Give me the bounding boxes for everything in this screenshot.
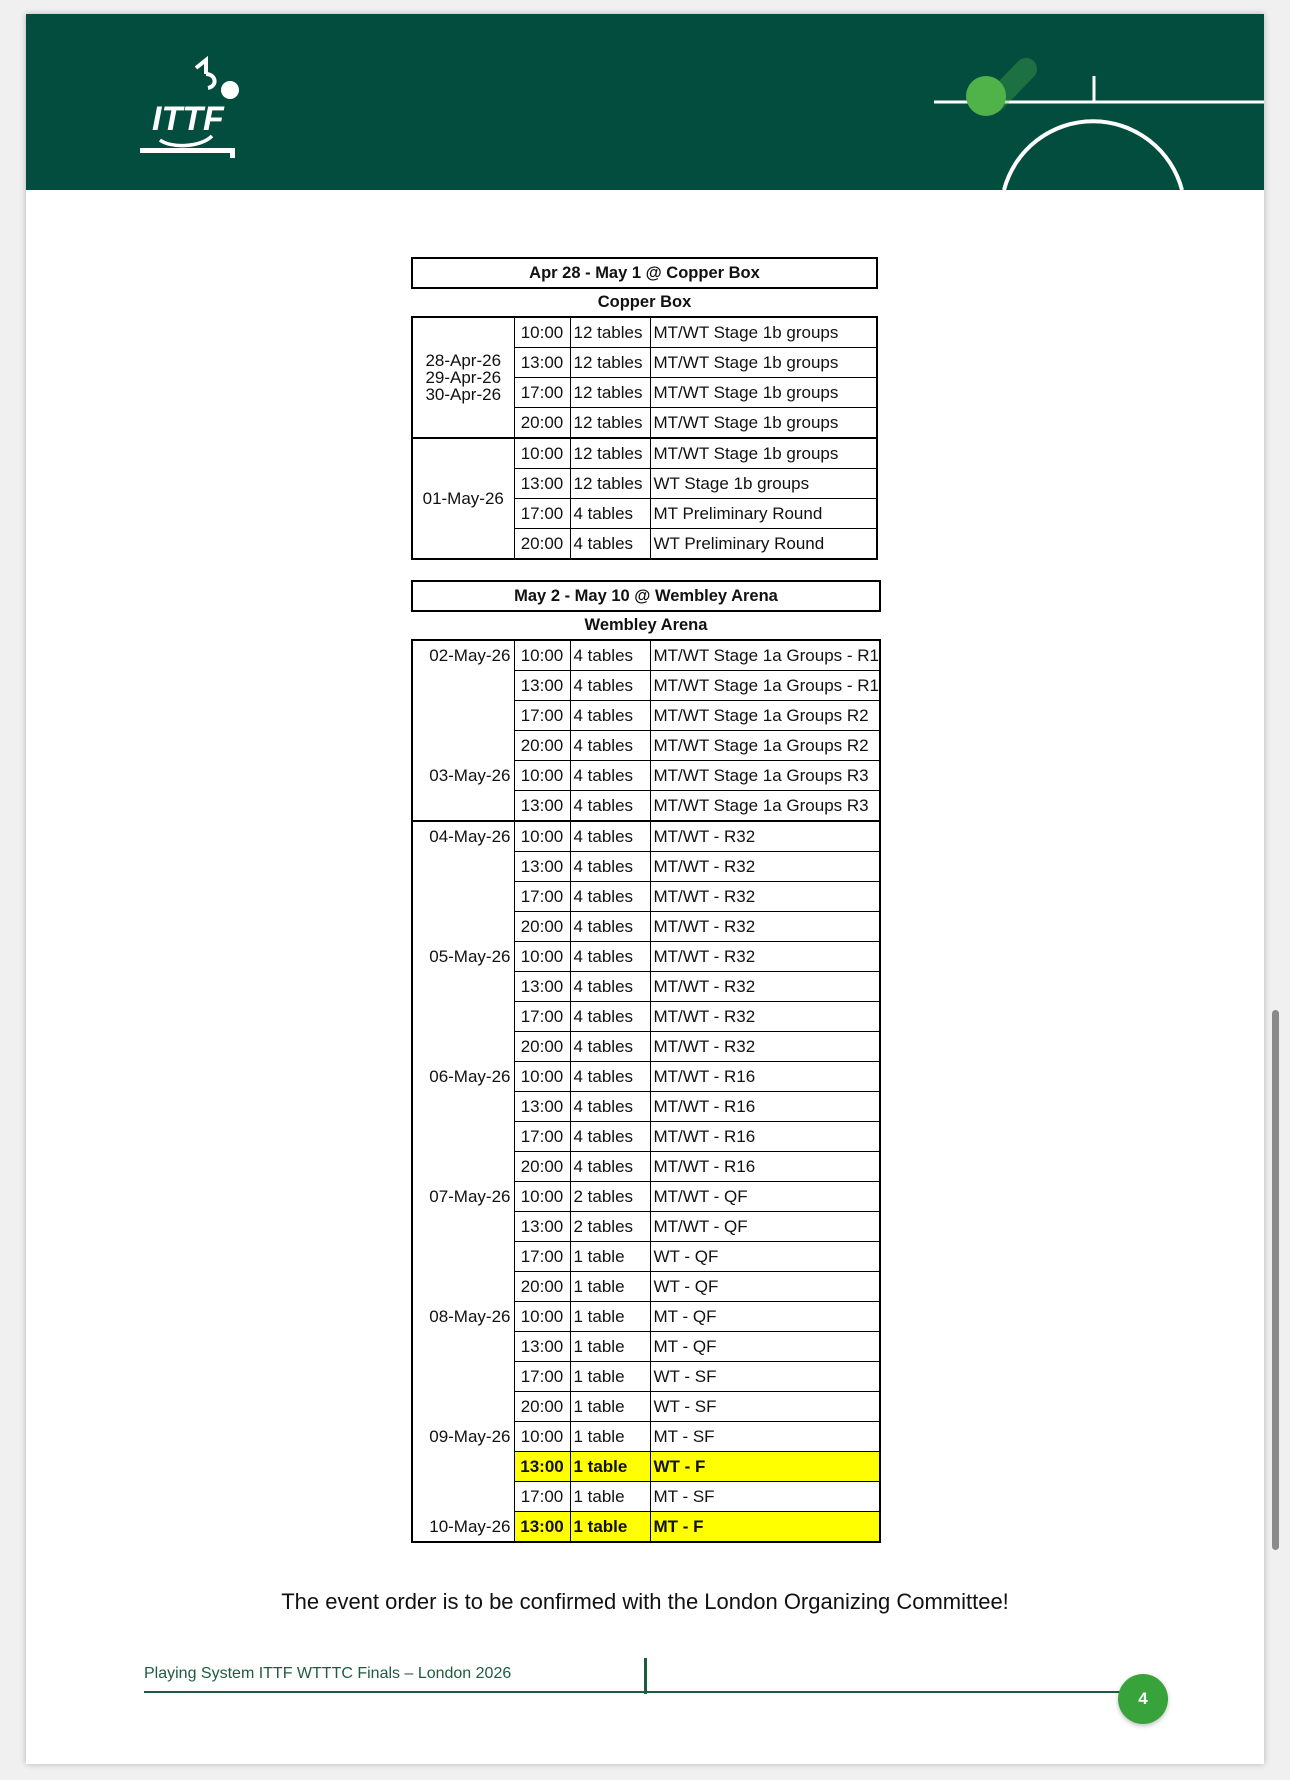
time-cell: 17:00 (514, 378, 570, 408)
time-cell: 20:00 (514, 1272, 570, 1302)
event-cell: MT/WT - R32 (650, 882, 880, 912)
event-cell: MT/WT Stage 1a Groups R2 (650, 701, 880, 731)
event-cell: MT/WT - R16 (650, 1092, 880, 1122)
tables-cell: 12 tables (570, 469, 650, 499)
tables-cell: 2 tables (570, 1212, 650, 1242)
schedule-row (412, 1152, 880, 1182)
schedule-row (412, 1092, 880, 1122)
schedule-row (412, 852, 880, 882)
schedule-row (412, 1032, 880, 1062)
date-cell (412, 701, 514, 731)
tables-cell: 4 tables (570, 821, 650, 852)
time-cell: 17:00 (514, 882, 570, 912)
event-cell: MT/WT - R16 (650, 1122, 880, 1152)
event-cell: MT/WT Stage 1a Groups R3 (650, 761, 880, 791)
event-cell: MT - QF (650, 1332, 880, 1362)
date-cell (412, 1272, 514, 1302)
time-cell: 20:00 (514, 408, 570, 439)
tables-cell: 4 tables (570, 761, 650, 791)
event-cell: MT - SF (650, 1422, 880, 1452)
schedule-row (412, 1452, 880, 1482)
date-cell (412, 1002, 514, 1032)
date-cell: 01-May-26 (412, 438, 514, 559)
tables-cell: 4 tables (570, 499, 650, 529)
tables-cell: 1 table (570, 1362, 650, 1392)
time-cell: 13:00 (514, 1332, 570, 1362)
tables-cell: 4 tables (570, 852, 650, 882)
tables-cell: 2 tables (570, 1182, 650, 1212)
time-cell: 20:00 (514, 1032, 570, 1062)
time-cell: 20:00 (514, 529, 570, 560)
copper-box-schedule (411, 257, 878, 560)
event-cell: MT/WT - R16 (650, 1062, 880, 1092)
tables-cell: 12 tables (570, 317, 650, 348)
schedule-row (412, 761, 880, 791)
event-cell: WT - SF (650, 1392, 880, 1422)
schedule-row (412, 821, 880, 852)
tables-cell: 1 table (570, 1272, 650, 1302)
tables-cell: 4 tables (570, 1122, 650, 1152)
tables-cell: 4 tables (570, 671, 650, 701)
date-label: 29-Apr-26 (425, 368, 502, 387)
time-cell: 20:00 (514, 912, 570, 942)
event-cell: MT - F (650, 1512, 880, 1543)
date-cell (412, 1452, 514, 1482)
schedule-row (412, 1002, 880, 1032)
event-cell: MT/WT - QF (650, 1212, 880, 1242)
event-cell: MT/WT - R32 (650, 942, 880, 972)
date-cell: 07-May-26 (412, 1182, 514, 1212)
footer-title: Playing System ITTF WTTTC Finals – London 2026 (144, 1665, 512, 1682)
event-cell: WT - QF (650, 1272, 880, 1302)
tables-cell: 4 tables (570, 942, 650, 972)
schedule-row (412, 640, 880, 671)
tables-cell: 4 tables (570, 1062, 650, 1092)
schedule-row (412, 1392, 880, 1422)
event-cell: MT/WT - R32 (650, 972, 880, 1002)
time-cell: 10:00 (514, 317, 570, 348)
time-cell: 13:00 (514, 1452, 570, 1482)
date-cell (412, 972, 514, 1002)
schedule-row (412, 671, 880, 701)
time-cell: 13:00 (514, 469, 570, 499)
event-cell: MT/WT - R32 (650, 852, 880, 882)
tables-cell: 12 tables (570, 408, 650, 439)
time-cell: 13:00 (514, 1212, 570, 1242)
date-cell: 06-May-26 (412, 1062, 514, 1092)
event-cell: MT/WT Stage 1a Groups R3 (650, 791, 880, 822)
time-cell: 13:00 (514, 972, 570, 1002)
tables-cell: 4 tables (570, 1152, 650, 1182)
time-cell: 10:00 (514, 1062, 570, 1092)
document-page (26, 14, 1264, 1764)
date-cell (412, 1092, 514, 1122)
time-cell: 13:00 (514, 348, 570, 378)
event-cell: MT/WT Stage 1b groups (650, 317, 877, 348)
event-cell: MT/WT - R32 (650, 912, 880, 942)
schedule-row (412, 882, 880, 912)
time-cell: 10:00 (514, 640, 570, 671)
time-cell: 10:00 (514, 761, 570, 791)
event-cell: MT/WT Stage 1b groups (650, 378, 877, 408)
schedule-row (412, 1272, 880, 1302)
event-cell: MT - QF (650, 1302, 880, 1332)
tables-cell: 12 tables (570, 378, 650, 408)
wembley-venue: Wembley Arena (584, 616, 708, 635)
time-cell: 17:00 (514, 1482, 570, 1512)
schedule-row (412, 1062, 880, 1092)
tables-cell: 1 table (570, 1422, 650, 1452)
date-cell (412, 1242, 514, 1272)
tables-cell: 4 tables (570, 912, 650, 942)
schedule-row (412, 1332, 880, 1362)
event-cell: MT/WT - R32 (650, 1032, 880, 1062)
tables-cell: 1 table (570, 1482, 650, 1512)
event-cell: MT/WT Stage 1b groups (650, 408, 877, 439)
date-cell (412, 317, 514, 438)
schedule-row (412, 1482, 880, 1512)
confirmation-note: The event order is to be confirmed with the London Organizing Committee! (281, 1589, 1009, 1614)
page-number-badge: 4 (1118, 1674, 1168, 1724)
event-cell: MT/WT - R32 (650, 821, 880, 852)
date-cell (412, 882, 514, 912)
wembley-arena-schedule (411, 580, 881, 1543)
time-cell: 17:00 (514, 1242, 570, 1272)
event-cell: MT/WT Stage 1a Groups - R1 (650, 671, 880, 701)
tables-cell: 4 tables (570, 882, 650, 912)
footer-divider (144, 1691, 1124, 1693)
time-cell: 10:00 (514, 1422, 570, 1452)
ittf-logo (140, 56, 260, 160)
schedule-row (412, 731, 880, 761)
date-cell: 03-May-26 (412, 761, 514, 791)
schedule-row (412, 1182, 880, 1212)
event-cell: WT - F (650, 1452, 880, 1482)
date-cell (412, 791, 514, 822)
page-header (26, 14, 1264, 190)
time-cell: 17:00 (514, 1122, 570, 1152)
tables-cell: 4 tables (570, 1032, 650, 1062)
tables-cell: 4 tables (570, 972, 650, 1002)
event-cell: MT Preliminary Round (650, 499, 877, 529)
tables-cell: 4 tables (570, 731, 650, 761)
event-cell: WT - SF (650, 1362, 880, 1392)
schedule-row (412, 1512, 880, 1543)
schedule-row (412, 1422, 880, 1452)
tables-cell: 1 table (570, 1332, 650, 1362)
schedule-row (412, 942, 880, 972)
time-cell: 10:00 (514, 1182, 570, 1212)
time-cell: 10:00 (514, 438, 570, 469)
schedule-row (412, 701, 880, 731)
time-cell: 10:00 (514, 821, 570, 852)
date-label: 28-Apr-26 (425, 351, 502, 370)
date-cell (412, 1122, 514, 1152)
time-cell: 13:00 (514, 791, 570, 822)
event-cell: MT/WT - QF (650, 1182, 880, 1212)
schedule-row (412, 791, 880, 822)
schedule-row (412, 1212, 880, 1242)
schedule-row (412, 1122, 880, 1152)
wembley-title: May 2 - May 10 @ Wembley Arena (412, 581, 880, 611)
vertical-scrollbar[interactable] (1272, 1010, 1279, 1550)
tables-cell: 1 table (570, 1452, 650, 1482)
time-cell: 20:00 (514, 1152, 570, 1182)
date-cell (412, 671, 514, 701)
event-cell: MT/WT - R16 (650, 1152, 880, 1182)
tables-cell: 12 tables (570, 438, 650, 469)
tables-cell: 4 tables (570, 640, 650, 671)
tables-cell: 4 tables (570, 1092, 650, 1122)
date-cell: 02-May-26 (412, 640, 514, 671)
tables-cell: 1 table (570, 1512, 650, 1543)
time-cell: 17:00 (514, 1002, 570, 1032)
event-cell: MT/WT Stage 1a Groups - R1 (650, 640, 880, 671)
date-cell (412, 1482, 514, 1512)
copper-box-venue: Copper Box (597, 293, 692, 312)
event-cell: MT/WT Stage 1b groups (650, 348, 877, 378)
schedule-row (412, 972, 880, 1002)
event-cell: WT - QF (650, 1242, 880, 1272)
time-cell: 17:00 (514, 1362, 570, 1392)
date-cell (412, 1362, 514, 1392)
tables-cell: 4 tables (570, 529, 650, 560)
tables-cell: 4 tables (570, 791, 650, 822)
tables-cell: 1 table (570, 1392, 650, 1422)
date-cell (412, 1392, 514, 1422)
date-cell: 04-May-26 (412, 821, 514, 852)
time-cell: 13:00 (514, 1512, 570, 1543)
time-cell: 13:00 (514, 852, 570, 882)
event-cell: MT/WT - R32 (650, 1002, 880, 1032)
date-label: 30-Apr-26 (425, 385, 502, 404)
schedule-row (412, 1362, 880, 1392)
wembley-rows (412, 640, 880, 1542)
schedule-row (412, 912, 880, 942)
schedule-row (412, 1242, 880, 1272)
date-cell (412, 1032, 514, 1062)
time-cell: 10:00 (514, 1302, 570, 1332)
date-cell: 10-May-26 (412, 1512, 514, 1543)
date-cell (412, 731, 514, 761)
event-cell: MT/WT Stage 1b groups (650, 438, 877, 469)
event-cell: MT - SF (650, 1482, 880, 1512)
svg-text:ITTF: ITTF (152, 100, 224, 138)
time-cell: 20:00 (514, 731, 570, 761)
date-cell (412, 1332, 514, 1362)
time-cell: 13:00 (514, 671, 570, 701)
time-cell: 17:00 (514, 701, 570, 731)
schedule-row (412, 1302, 880, 1332)
date-cell: 09-May-26 (412, 1422, 514, 1452)
tables-cell: 4 tables (570, 1002, 650, 1032)
event-cell: WT Preliminary Round (650, 529, 877, 560)
date-cell (412, 912, 514, 942)
tables-cell: 1 table (570, 1242, 650, 1272)
table-tennis-decoration (934, 14, 1264, 190)
time-cell: 20:00 (514, 1392, 570, 1422)
date-cell: 08-May-26 (412, 1302, 514, 1332)
date-cell: 05-May-26 (412, 942, 514, 972)
event-cell: MT/WT Stage 1a Groups R2 (650, 731, 880, 761)
tables-cell: 1 table (570, 1302, 650, 1332)
footer-tick (644, 1658, 647, 1694)
date-cell (412, 852, 514, 882)
event-cell: WT Stage 1b groups (650, 469, 877, 499)
time-cell: 17:00 (514, 499, 570, 529)
time-cell: 10:00 (514, 942, 570, 972)
date-cell (412, 1152, 514, 1182)
copper-box-title: Apr 28 - May 1 @ Copper Box (412, 258, 877, 288)
time-cell: 13:00 (514, 1092, 570, 1122)
date-cell (412, 1212, 514, 1242)
tables-cell: 12 tables (570, 348, 650, 378)
tables-cell: 4 tables (570, 701, 650, 731)
